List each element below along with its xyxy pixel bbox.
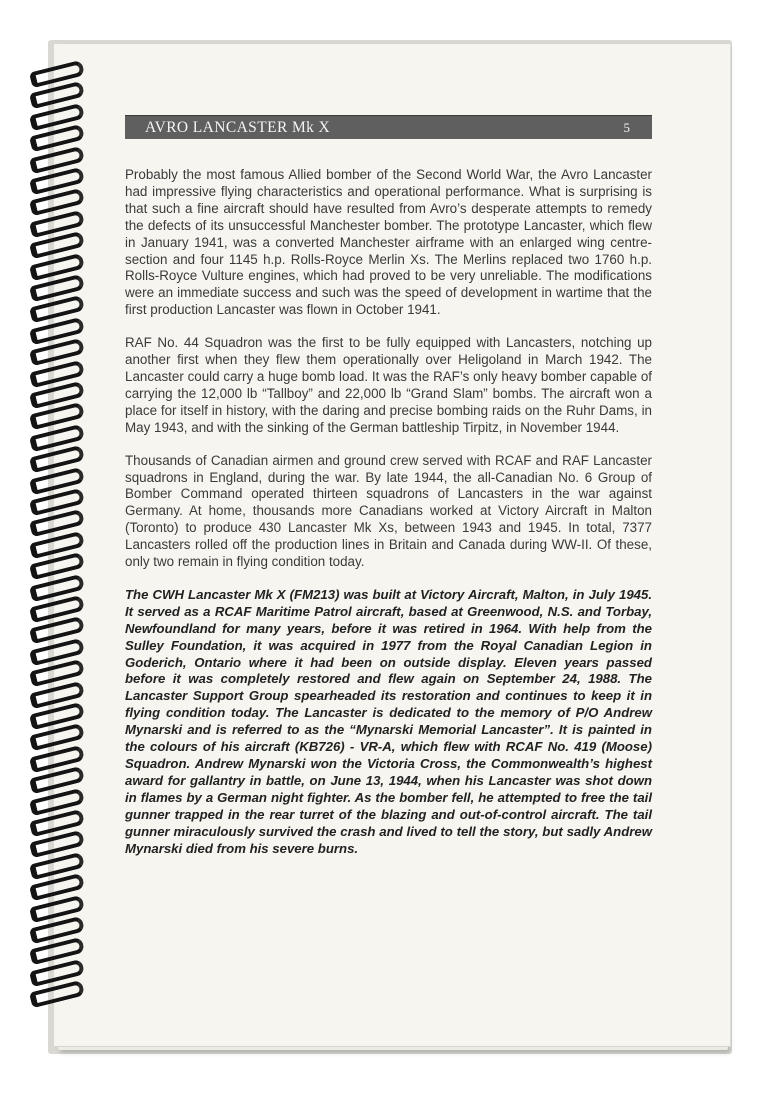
page-header-bar — [125, 115, 652, 139]
paragraph-raf: RAF No. 44 Squadron was the first to be fully equipped with Lancasters, notching up another first when they flew them operationally over Heligoland in March 1942. The Lancaster could carry a huge bomb load. It was the RAF’s only heavy bomber capable of carrying the 12,000 lb “Tallboy” and 22,000 lb “Grand Slam” bombs. The aircraft won a place for itself in history, with the daring and precise bombing raids on the Ruhr Dams, in May 1943, and with the sinking of the German battleship Tirpitz, in November 1944. — [125, 335, 652, 435]
body-text — [125, 167, 652, 873]
paragraph-canada: Thousands of Canadian airmen and ground crew served with RCAF and RAF Lancaster squadrons in England, during the war. By late 1944, the all-Canadian No. 6 Group of Bomber Command operated thirteen squadrons of Lancasters in the war against Germany. At home, thousands more Canadians worked at Victory Aircraft in Malton (Toronto) to produce 430 Lancaster Mk Xs, between 1943 and 1945. In total, 7377 Lancasters rolled off the production lines in Britain and Canada during WW-II. Of these, only two remain in flying condition today. — [125, 452, 652, 570]
paragraph-intro: Probably the most famous Allied bomber of the Second World War, the Avro Lancaster had impressive flying characteristics and operational performance. What is surprising is that such a fine aircraft should have resulted from Avro’s desperate attempts to remedy the defects of its unsuccessful Manchester bomber. The prototype Lancaster, which flew in January 1941, was a converted Manchester airframe with an enlarged wing centre-section and four 1145 h.p. Rolls-Royce Merlin Xs. The Merlins replaced two 1760 h.p. Rolls-Royce Vulture engines, which had proved to be very unreliable. The modifications were an immediate success and such was the speed of development in wartime that the first production Lancaster was flown in October 1941. — [125, 167, 652, 318]
paragraph-cwh-lancaster: The CWH Lancaster Mk X (FM213) was built at Victory Aircraft, Malton, in July 1945. It served as a RCAF Maritime Patrol aircraft, based at Greenwood, N.S. and Torbay, Newfoundland for many years, before it was retired in 1964. With help from the Sulley Foundation, it was acquired in 1977 from the Royal Canadian Legion in Goderich, Ontario where it had been on outside display. Eleven years passed before it was completely restored and flew again on September 24, 1988. The Lancaster Support Group spearheaded its restoration and continues to keep it in flying condition today. The Lancaster is dedicated to the memory of P/O Andrew Mynarski and is referred to as the “Mynarski Memorial Lancaster”. It is painted in the colours of his aircraft (KB726) - VR-A, which flew with RCAF No. 419 (Moose) Squadron. Andrew Mynarski won the Victoria Cross, the Commonwealth’s highest award for gallantry in battle, on June 13, 1944, when his Lancaster was shot down in flames by a German night fighter. As the bomber fell, he attempted to free the tail gunner trapped in the rear turret of the blazing and out-of-control aircraft. The tail gunner miraculously survived the crash and lived to tell the story, but sadly Andrew Mynarski died from his severe burns. — [125, 586, 652, 856]
spiral-binding — [0, 0, 90, 1103]
page-number: 5 — [623, 119, 630, 135]
header-title: AVRO LANCASTER Mk X — [145, 118, 331, 136]
